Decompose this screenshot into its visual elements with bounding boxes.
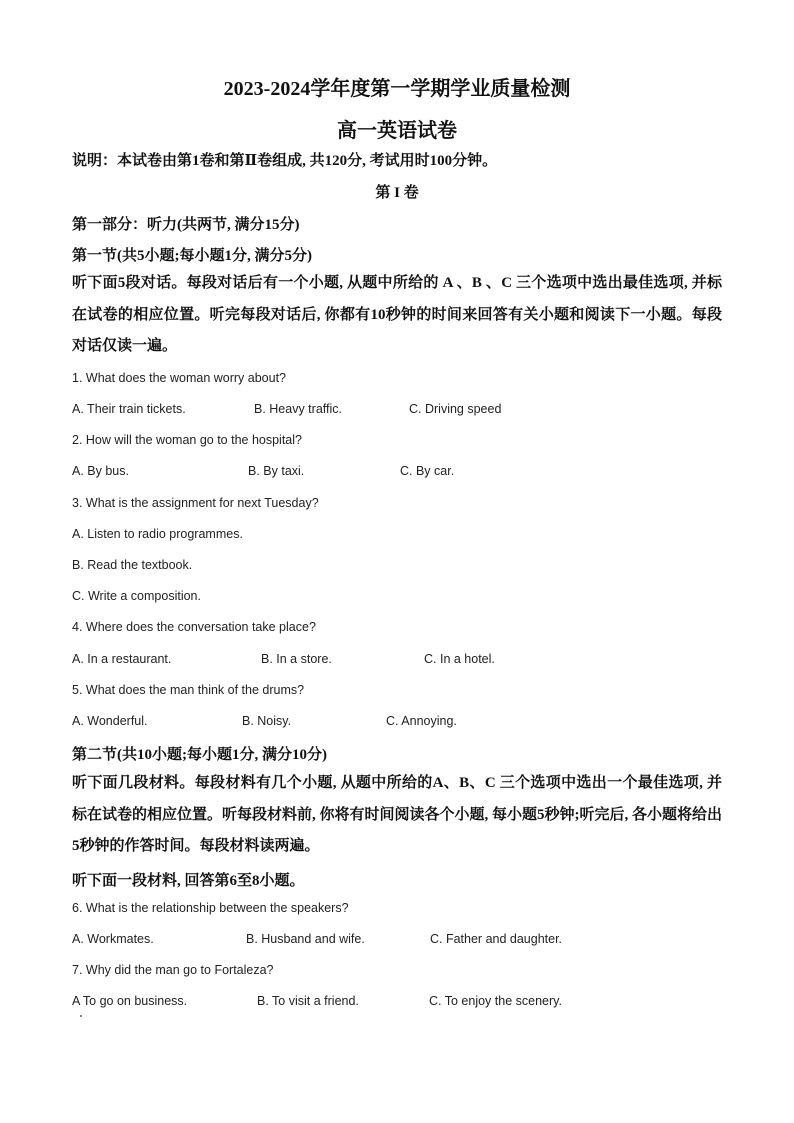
- question-2-option-b[interactable]: B. By taxi.: [248, 464, 305, 478]
- question-6-option-a[interactable]: A. Workmates.: [72, 932, 154, 946]
- exam-title: 2023-2024学年度第一学期学业质量检测: [223, 78, 571, 100]
- question-5-option-b[interactable]: B. Noisy.: [242, 714, 292, 728]
- question-3: 3. What is the assignment for next Tuesday?: [72, 496, 319, 510]
- question-7: 7. Why did the man go to Fortaleza?: [72, 963, 274, 977]
- exam-instructions: 说明：本试卷由第1卷和第Ⅱ卷组成, 共120分, 考试用时100分钟。: [72, 153, 498, 169]
- section2-heading: 第二节(共10小题;每小题1分, 满分10分): [72, 747, 327, 763]
- question-1-option-b[interactable]: B. Heavy traffic.: [254, 402, 342, 416]
- question-4-option-b[interactable]: B. In a store.: [261, 652, 332, 666]
- question-3-option-b[interactable]: B. Read the textbook.: [72, 558, 193, 572]
- question-7-option-a[interactable]: A To go on business.: [72, 994, 188, 1008]
- part1-heading: 第一部分：听力(共两节, 满分15分): [72, 217, 300, 233]
- question-1: 1. What does the woman worry about?: [72, 371, 287, 385]
- question-1-option-c[interactable]: C. Driving speed: [409, 402, 502, 416]
- question-4-option-a[interactable]: A. In a restaurant.: [72, 652, 172, 666]
- question-7-option-c[interactable]: C. To enjoy the scenery.: [429, 994, 562, 1008]
- question-7-option-b[interactable]: B. To visit a friend.: [257, 994, 359, 1008]
- section1-instructions: 听下面5段对话。每段对话后有一个小题, 从题中所给的 A 、B 、C 三个选项中选出最佳选项, 并标在试卷的相应位置。听完每段对话后, 你都有10秒钟的时间来回答有关小题和阅读下一小题。每段对话仅读一遍。: [72, 275, 722, 354]
- question-6: 6. What is the relationship between the speakers?: [72, 901, 349, 915]
- question-2-option-c[interactable]: C. By car.: [400, 464, 455, 478]
- group-note: 听下面一段材料, 回答第6至8小题。: [72, 873, 305, 889]
- question-2-option-a[interactable]: A. By bus.: [72, 464, 129, 478]
- question-5-option-c[interactable]: C. Annoying.: [386, 714, 457, 728]
- question-6-option-b[interactable]: B. Husband and wife.: [246, 932, 365, 946]
- question-3-option-a[interactable]: A. Listen to radio programmes.: [72, 527, 243, 541]
- question-5: 5. What does the man think of the drums?: [72, 683, 305, 697]
- question-6-option-c[interactable]: C. Father and daughter.: [430, 932, 563, 946]
- section1-heading: 第一节(共5小题;每小题1分, 满分5分): [72, 248, 312, 264]
- question-4-option-c[interactable]: C. In a hotel.: [424, 652, 495, 666]
- question-1-option-a[interactable]: A. Their train tickets.: [72, 402, 186, 416]
- question-2: 2. How will the woman go to the hospital?: [72, 433, 302, 447]
- volume-heading: 第 I 卷: [375, 185, 419, 201]
- section2-instructions: 听下面几段材料。每段材料有几个小题, 从题中所给的A、B、C 三个选项中选出一个最佳选项, 并标在试卷的相应位置。听每段材料前, 你将有时间阅读各个小题, 每小题5秒钟;听完后, 各小题将给出5秒钟的作答时间。每段材料读两遍。: [72, 775, 722, 854]
- question-4: 4. Where does the conversation take place?: [72, 620, 316, 634]
- scan-speck: [80, 1015, 82, 1017]
- exam-subtitle: 高一英语试卷: [337, 120, 457, 142]
- question-3-option-c[interactable]: C. Write a composition.: [72, 589, 201, 603]
- question-5-option-a[interactable]: A. Wonderful.: [72, 714, 148, 728]
